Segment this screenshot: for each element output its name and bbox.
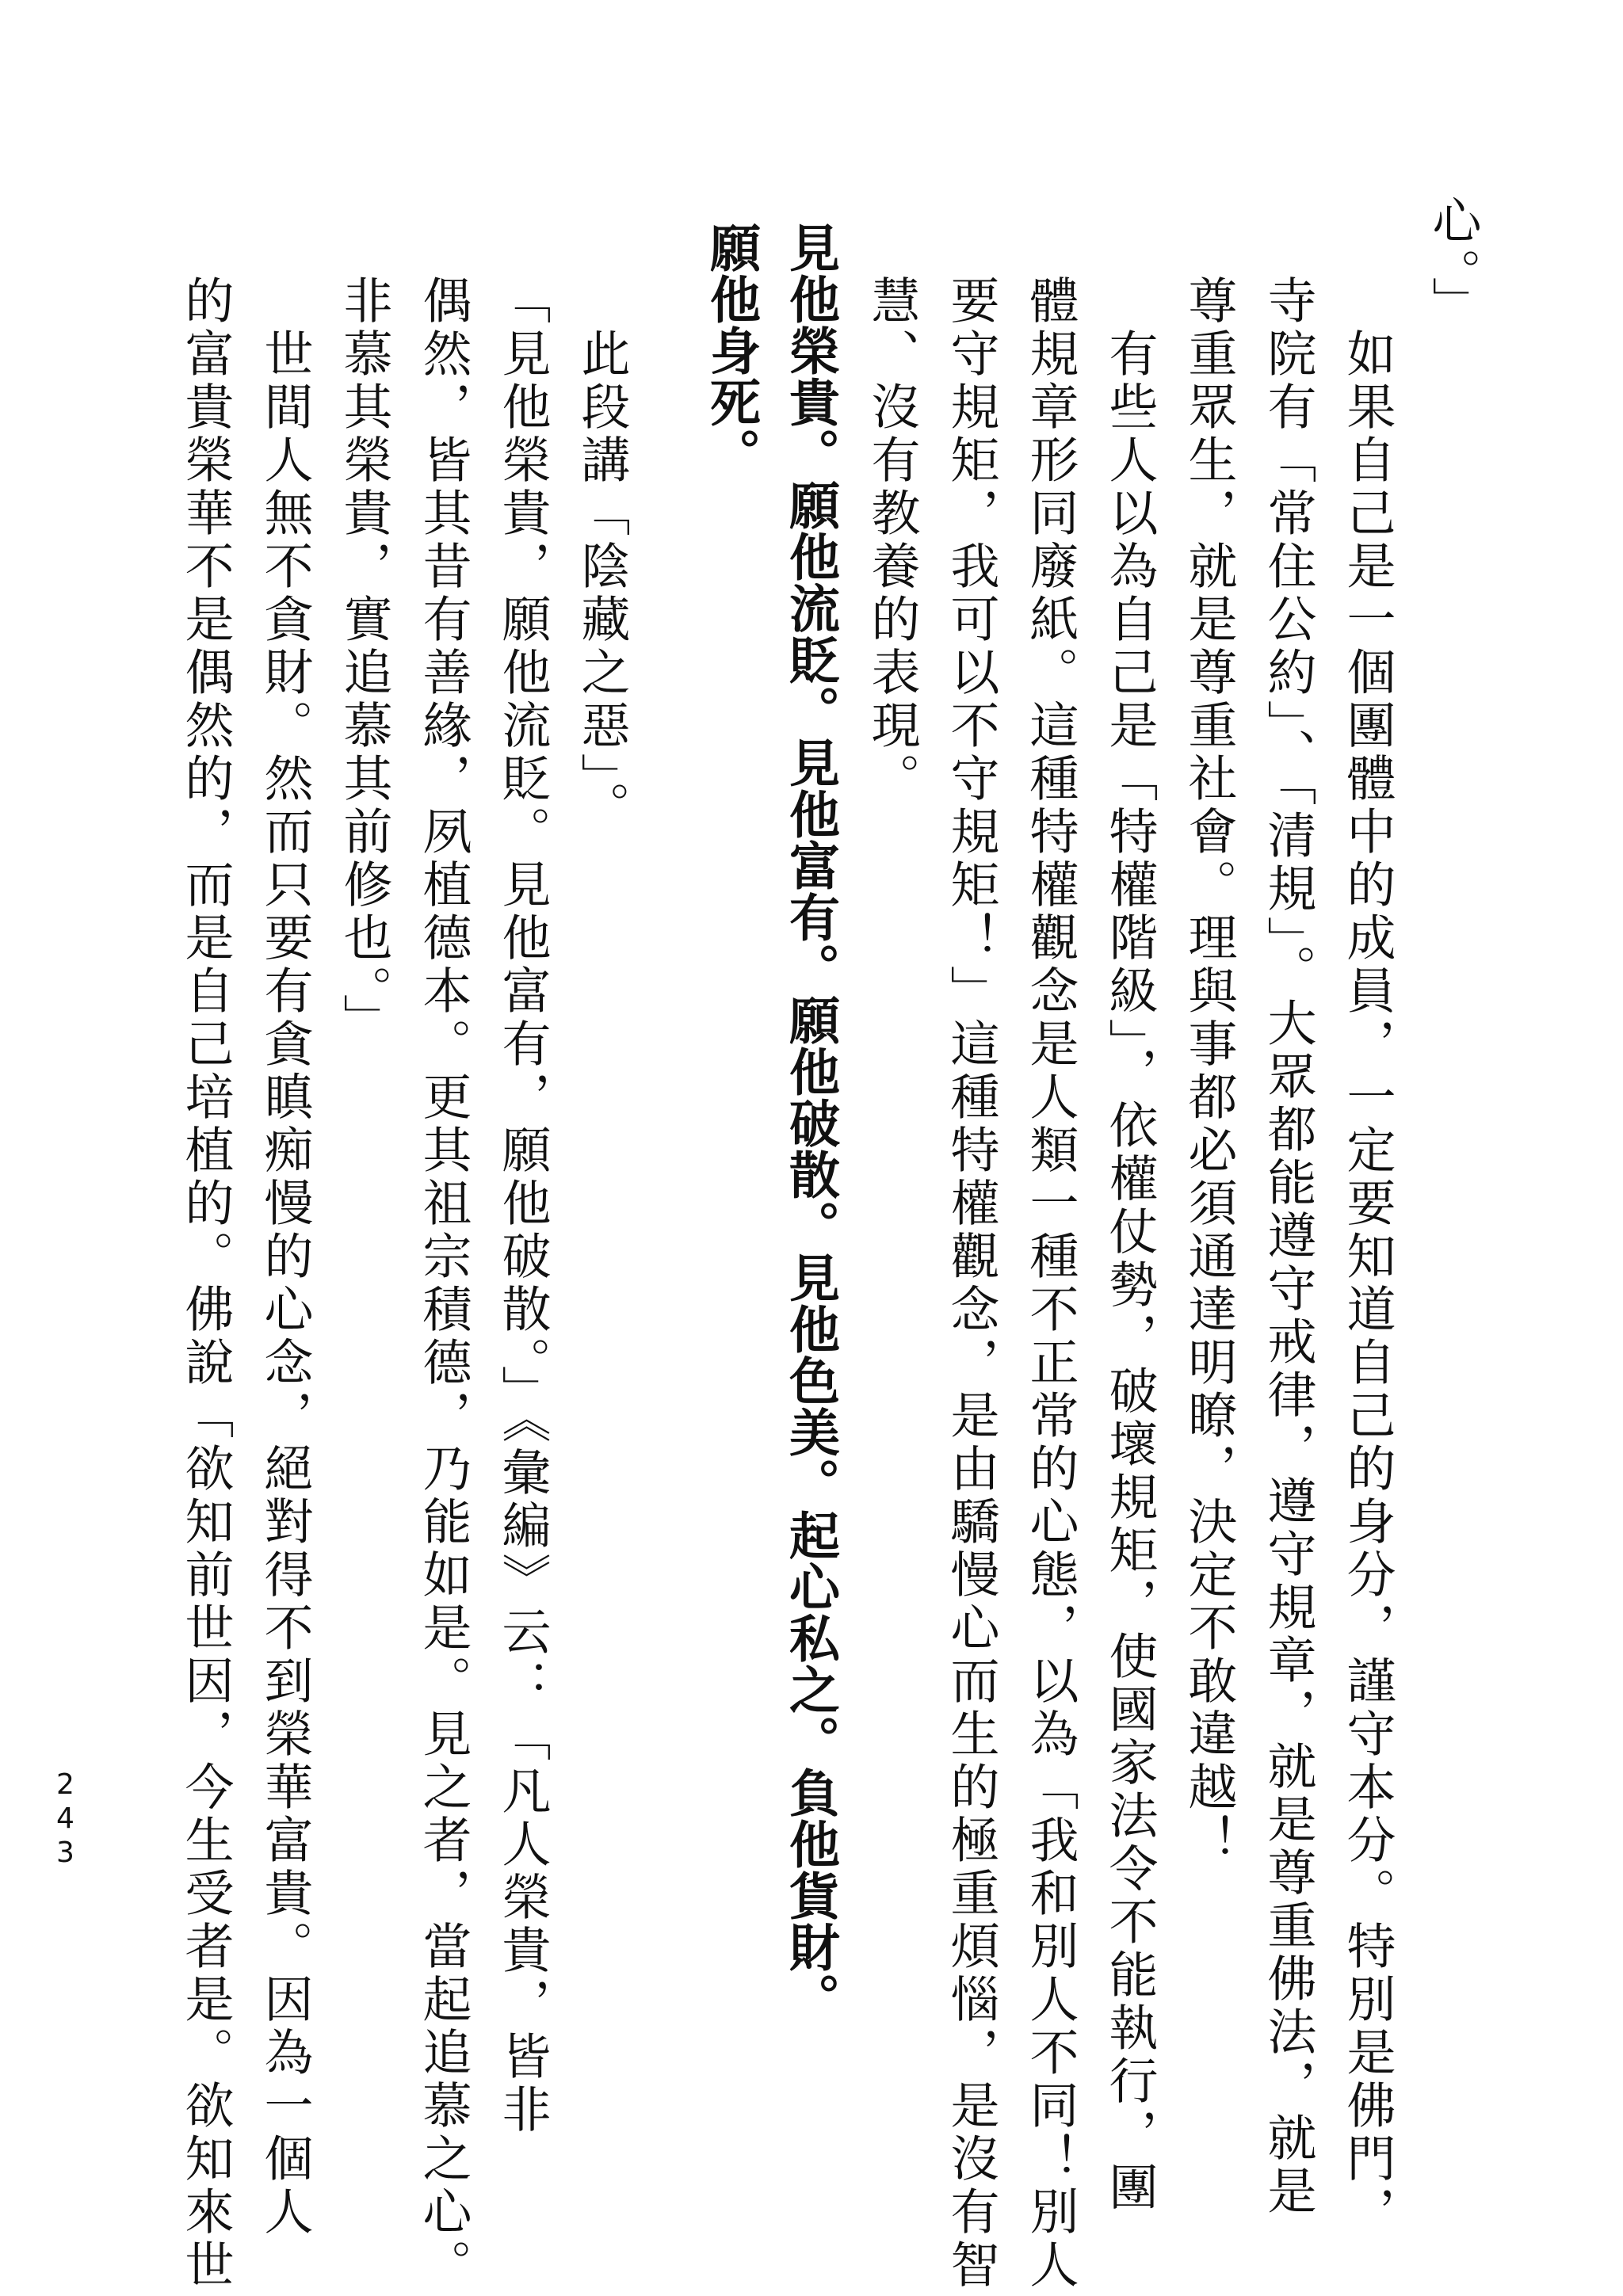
text-column-14: 的富貴榮華不是偶然的，而是自己培植的。佛說「欲知前世因，今生受者是。欲知來世 [177, 275, 235, 2292]
text-column-2: 如果自己是一個團體中的成員，一定要知道自己的身分，謹守本分。特別是佛門， [1338, 275, 1396, 2239]
text-column-9: 此段講「陰藏之惡」。 [573, 275, 631, 834]
text-column-3: 寺院有「常住公約」、「清規」。大眾都能遵守戒律，遵守規章，就是尊重佛法，就是 [1259, 275, 1317, 2218]
text-column-13: 世間人無不貪財。然而只要有貪瞋痴慢的心念，絕對得不到榮華富貴。因為一個人 [256, 275, 314, 2239]
text-column-4: 尊重眾生，就是尊重社會。理與事都必須通達明瞭，決定不敢違越！ [1180, 275, 1238, 1867]
text-column-8: 慧、沒有教養的表現。 [863, 275, 921, 806]
text-column-5: 有些人以為自己是「特權階級」，依權仗勢，破壞規矩，使國家法令不能執行，團 [1101, 275, 1159, 2214]
text-column-7: 要守規矩，我可以不守規矩！」這種特權觀念，是由驕慢心而生的極重煩惱，是沒有智 [942, 275, 1000, 2292]
page-number: 243 [49, 1768, 82, 1871]
scripture-column-1: 見他榮貴。願他流貶。見他富有。願他破散。見他色美。起心私之。負他貨財。 [781, 222, 839, 2024]
text-column-12: 非慕其榮貴，實追慕其前修也。」 [335, 275, 393, 1047]
text-column-11: 偶然，皆其昔有善緣，夙植德本。更其祖宗積德，乃能如是。見之者，當起追慕之心。 [414, 275, 472, 2292]
text-column-10: 「見他榮貴，願他流貶。見他富有，願他破散。」《彙編》云：「凡人榮貴，皆非 [494, 275, 552, 2137]
text-column-1: 心。」 [1424, 195, 1482, 330]
scripture-column-2: 願他身死。 [701, 222, 760, 479]
text-column-6: 體規章形同廢紙。這種特權觀念是人類一種不正常的心態，以為「我和別人不同！別人 [1022, 275, 1079, 2292]
